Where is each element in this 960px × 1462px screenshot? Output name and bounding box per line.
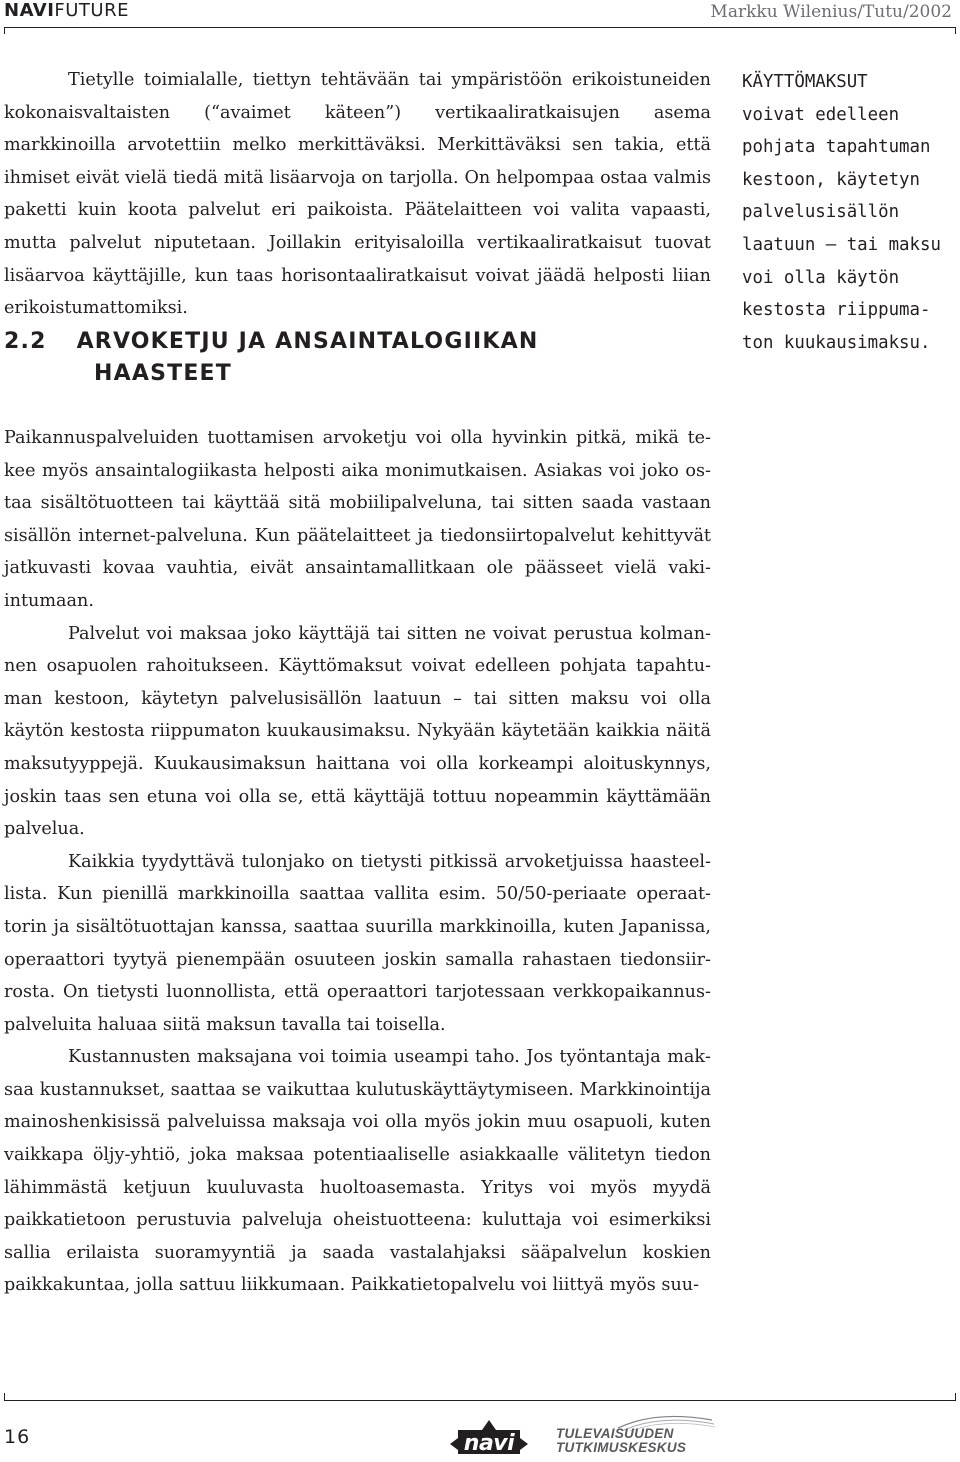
brand-bold: NAVI — [4, 0, 55, 21]
intro-paragraph: Tietylle toimialalle, tiettyn tehtävään tai ympäristöön erikoistuneiden kokonaisvaltaisten (“avaimet käteen”) vertikaaliratkaisujen asema markkinoilla arvotettiin melko merkittäväksi. Merkittäväksi sen takia, että ihmiset eivät vielä tiedä mitä lisäarvoja on tarjolla. On helpompaa ostaa valmis paketti kuin koota palvelut eri paikoista. Päätelaitteen voi valita vapaasti, mutta palvelut niputetaan. Joillakin erityisaloilla vertikaaliratkaisut tuovat lisäarvoa käyttäjille, kun taas horisontaaliratkaisut voivat jäädä helposti liian erikoistumattomiksi. — [4, 70, 711, 319]
navi-logo — [448, 1418, 530, 1458]
tutu-logo-line1: TULEVAISUUDEN — [556, 1426, 674, 1441]
footer-rule-tick-right — [955, 1393, 956, 1400]
tutu-logo-line2: TUTKIMUSKESKUS — [556, 1440, 687, 1455]
header-rule-tick-right — [955, 27, 956, 34]
section-number: 2.2 — [4, 329, 47, 354]
section-heading — [4, 326, 711, 390]
tutu-logo — [556, 1412, 716, 1458]
intro-block — [4, 64, 711, 325]
footer-rule — [4, 1400, 956, 1401]
header-rule-tick-left — [4, 27, 5, 34]
body-paragraph: Kaikkia tyydyttävä tulonjako on tietysti pitkissä arvoketjuissa haasteellista. Kun pienillä markkinoilla saattaa vallita esim. 50/50-periaate operaattorin ja sisältötuottajan kanssa, saattaa suurilla markkinoilla, kuten Japanissa, operaattori tyytyä pienempään osuuteen joskin samalla rahastaen tiedonsiirrosta. On tietysti luonnollista, että operaattori tarjotessaan verkkopaikannuspalveluita haluaa siitä maksun tavalla tai toisella. — [4, 851, 711, 1035]
page-number: 16 — [4, 1426, 31, 1448]
body-paragraph: Paikannuspalveluiden tuottamisen arvoketju voi olla hyvinkin pitkä, mikä tekee myös ansaintalogiikasta helposti aika monimutkaisen. Asiakas voi joko ostaa sisältötuotteen tai käyttää sitä mobiilipalveluna, tai sitten saada vastaan sisällön internet-palveluna. Kun päätelaitteet ja tiedonsiirtopalvelut kehittyvät jatkuvasti kovaa vauhtia, eivät ansaintamallitkaan ole päässeet vielä vakiintumaan. — [4, 428, 711, 611]
header-credit: Markku Wilenius/Tutu/2002 — [710, 2, 952, 22]
section-title-line2: HAASTEET — [94, 361, 232, 386]
body-paragraph: Palvelut voi maksaa joko käyttäjä tai sitten ne voivat perustua kolmannen osapuolen rahoitukseen. Käyttömaksut voivat edelleen pohjata tapahtuman kestoon, käytetyn palvelusisällön laatuun – tai sitten maksu voi olla käytön kestosta riippumaton kuukausimaksu. Nykyään käytetään kaikkia näitä maksutyyppejä. Kuukausimaksun haittana voi olla korkeampi aloituskynnys, joskin taas sen etuna voi olla se, että käyttäjä tottuu nopeammin käyttämään palvelua. — [4, 623, 711, 840]
brand-light: FUTURE — [54, 0, 129, 21]
section-body — [4, 422, 711, 1302]
section-title-line1: ARVOKETJU JA ANSAINTALOGIIKAN — [76, 329, 539, 354]
body-paragraph: Kustannusten maksajana voi toimia useampi taho. Jos työntantaja maksaa kustannukset, saattaa se vaikuttaa kulutuskäyttäytymiseen. Markkinointija mainoshenkisissä palveluissa maksaja voi olla myös jokin muu osapuoli, kuten vaikkapa öljy-yhtiö, joka maksaa potentiaaliselle asiakkaalle välitetyn tiedon lähimmästä ketjuun kuuluvasta huoltoasemasta. Yritys voi myös myydä paikkatietoon perustuvia palveluja oheistuotteena: kuluttaja voi esimerkiksi sallia erilaista suoramyyntiä ja saada vastalahjaksi sääpalvelun koskien paikkakuntaa, jolla sattuu liikkumaan. Paikkatietopalvelu voi liittyä myös suu- — [4, 1047, 711, 1296]
navi-logo-wordmark: navi — [463, 1431, 515, 1456]
footer-rule-tick-left — [4, 1393, 5, 1400]
sidebar-pull-quote: KÄYTTÖMAKSUT voivat edelleen pohjata tapahtuman kestoon, käytetyn palvelusisällön laatuun – tai maksu voi olla käytön kestosta riippuma- ton kuukausimaksu. — [742, 72, 941, 353]
header-rule — [4, 27, 956, 28]
publication-brand — [4, 0, 129, 21]
